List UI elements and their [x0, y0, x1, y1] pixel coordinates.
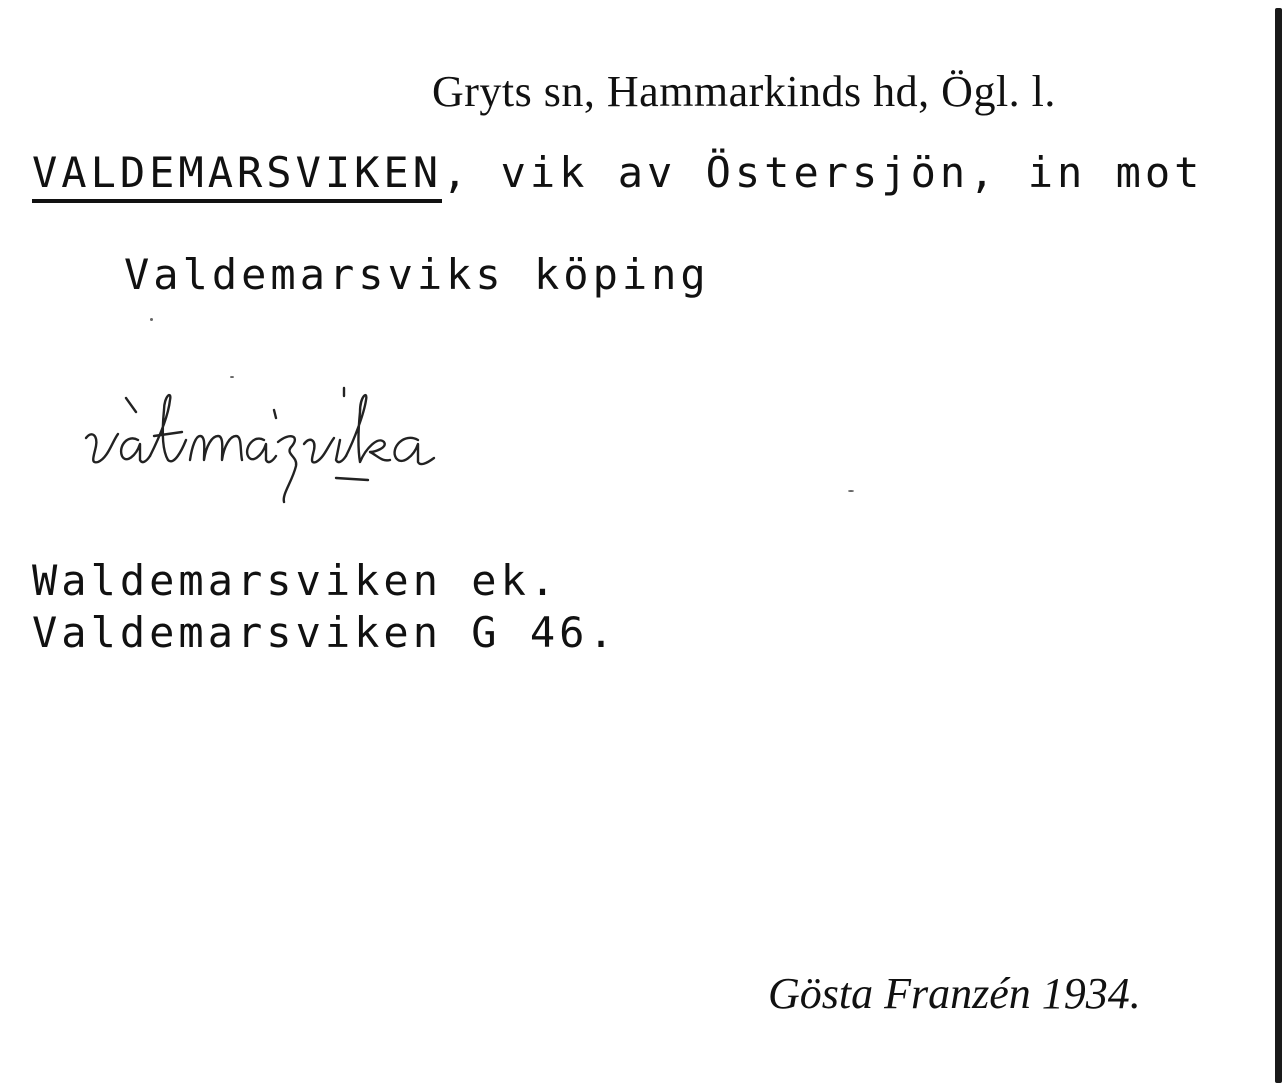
form-line-2: Valdemarsviken G 46. — [32, 608, 618, 657]
scan-speck — [150, 318, 153, 321]
scan-speck — [848, 490, 854, 492]
signature: Gösta Franzén 1934. — [768, 969, 1141, 1018]
definition-continuation: Valdemarsviks köping — [124, 250, 710, 299]
definition-rest: , vik av Östersjön, in mot — [442, 148, 1204, 197]
form-line-1: Waldemarsviken ek. — [32, 556, 560, 605]
headword: VALDEMARSVIKEN — [32, 148, 443, 197]
handwritten-pronunciation — [78, 370, 538, 510]
definition-line — [32, 148, 1203, 197]
card-edge-shadow — [1275, 8, 1282, 1083]
location-line: Gryts sn, Hammarkinds hd, Ögl. l. — [432, 67, 1056, 116]
scan-speck — [230, 376, 234, 378]
